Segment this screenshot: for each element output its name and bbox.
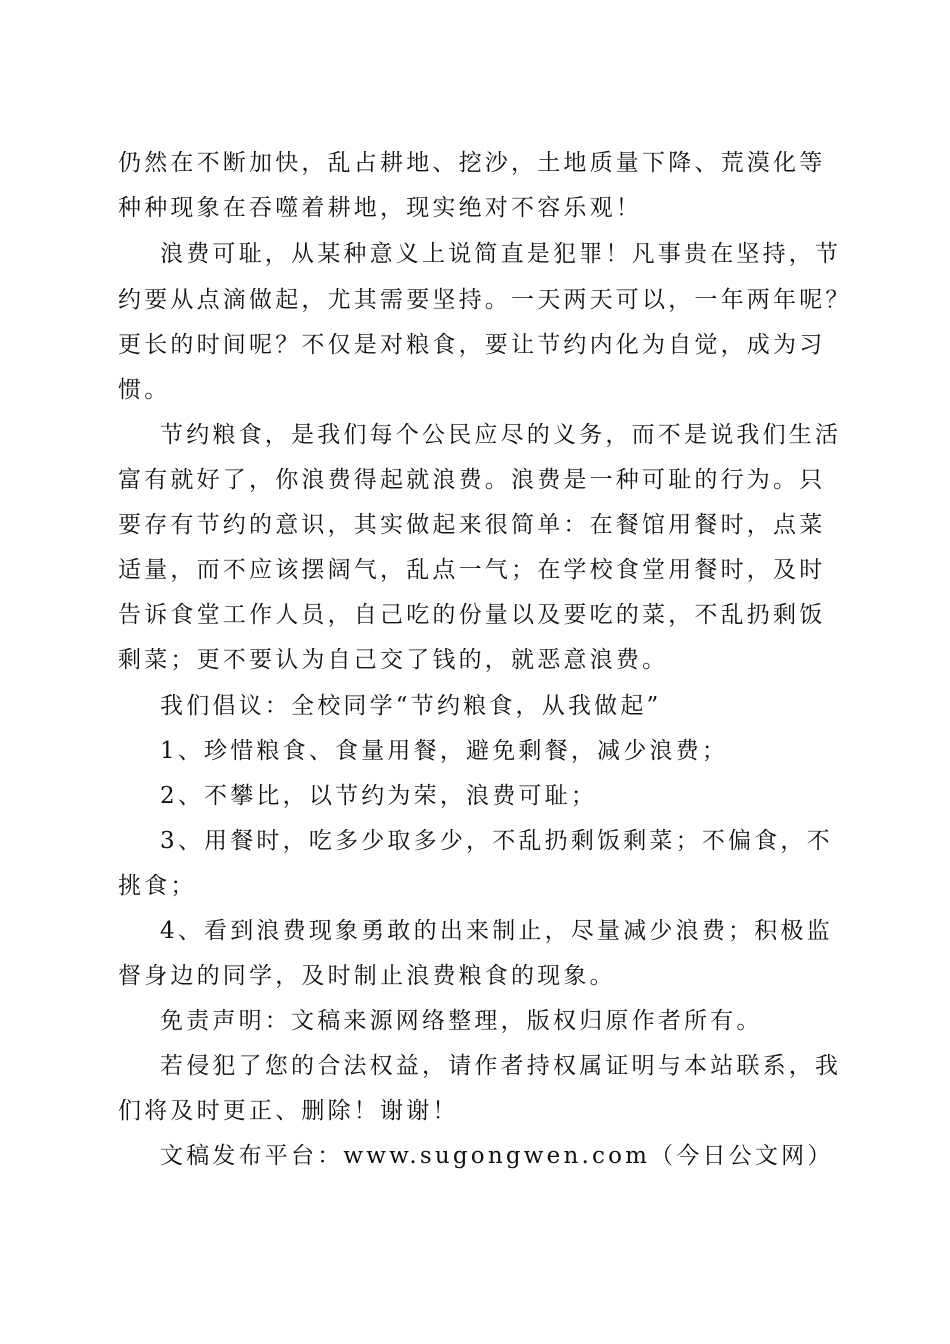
text-line: 更长的时间呢？不仅是对粮食，要让节约内化为自觉，成为习 <box>118 332 826 358</box>
text-line: 2、不攀比，以节约为荣，浪费可耻； <box>160 783 598 809</box>
text-line: 节约粮食，是我们每个公民应尽的义务，而不是说我们生活 <box>160 422 842 448</box>
text-line: 免责声明：文稿来源网络整理，版权归原作者所有。 <box>160 1008 763 1034</box>
text-line: 1、珍惜粮食、食量用餐，避免剩餐，减少浪费； <box>160 738 729 764</box>
text-line: 督身边的同学，及时制止浪费粮食的现象。 <box>118 963 616 989</box>
text-line: 仍然在不断加快，乱占耕地、挖沙，土地质量下降、荒漠化等 <box>118 150 826 176</box>
text-line: 们将及时更正、删除！谢谢！ <box>118 1098 459 1124</box>
text-line: 约要从点滴做起，尤其需要坚持。一天两天可以，一年两年呢？ <box>118 287 852 313</box>
text-line: 若侵犯了您的合法权益，请作者持权属证明与本站联系，我 <box>160 1053 842 1079</box>
text-line: 挑食； <box>118 873 197 899</box>
text-line: 适量，而不应该摆阔气，乱点一气；在学校食堂用餐时，及时 <box>118 557 826 583</box>
text-line: 4、看到浪费现象勇敢的出来制止，尽量减少浪费；积极监 <box>160 918 833 944</box>
text-line: 要存有节约的意识，其实做起来很简单：在餐馆用餐时，点菜 <box>118 512 826 538</box>
text-line: 种种现象在吞噬着耕地，现实绝对不容乐观！ <box>118 195 642 221</box>
text-line: 浪费可耻，从某种意义上说简直是犯罪！凡事贵在坚持，节 <box>160 241 842 267</box>
text-line: 富有就好了，你浪费得起就浪费。浪费是一种可耻的行为。只 <box>118 467 826 493</box>
text-line: 告诉食堂工作人员，自己吃的份量以及要吃的菜，不乱扔剩饭 <box>118 602 826 628</box>
text-line: 我们倡议：全校同学“节约粮食，从我做起” <box>160 693 662 719</box>
text-line: 3、用餐时，吃多少取多少，不乱扔剩饭剩菜；不偏食，不 <box>160 828 833 854</box>
text-line: 文稿发布平台：www.sugongwen.com（今日公文网） <box>160 1143 834 1169</box>
text-line: 剩菜；更不要认为自己交了钱的，就恶意浪费。 <box>118 647 669 673</box>
text-line: 惯。 <box>118 377 171 403</box>
